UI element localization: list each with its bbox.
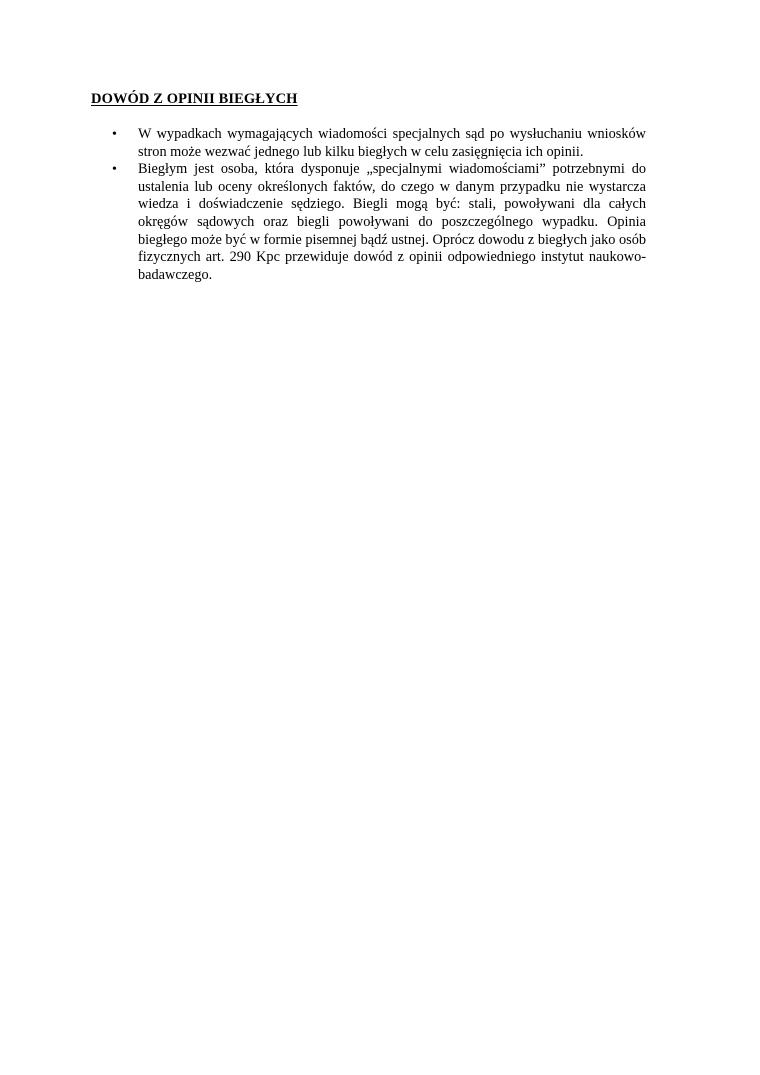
bullet-icon: •: [112, 127, 117, 142]
list-item-text: W wypadkach wymagających wiadomości specjalnych sąd po wysłuchaniu wniosków stron może wezwać jednego lub kilku biegłych w celu zasięgnięcia ich opinii.: [138, 126, 646, 160]
bullet-icon: •: [112, 162, 117, 178]
list-item: [91, 161, 646, 284]
list-item-text: Biegłym jest osoba, która dysponuje „specjalnymi wiadomościami” potrzebnymi do ustalenia lub oceny określonych faktów, do czego w danym przypadku nie wystarcza wiedza i doświadczenie sędziego. Biegli mogą być: stali, powoływani dla całych okręgów sądowych oraz biegli powoływani do poszczególnego wypadku. Opinia biegłego może być w formie pisemnej bądź ustnej. Oprócz dowodu z biegłych jako osób fizycznych art. 290 Kpc przewiduje dowód z opinii odpowiedniego instytut naukowo-badawczego.: [138, 161, 646, 283]
bullet-list: [91, 126, 646, 284]
document-heading: DOWÓD Z OPINII BIEGŁYCH: [91, 91, 298, 107]
list-item: [91, 126, 646, 161]
